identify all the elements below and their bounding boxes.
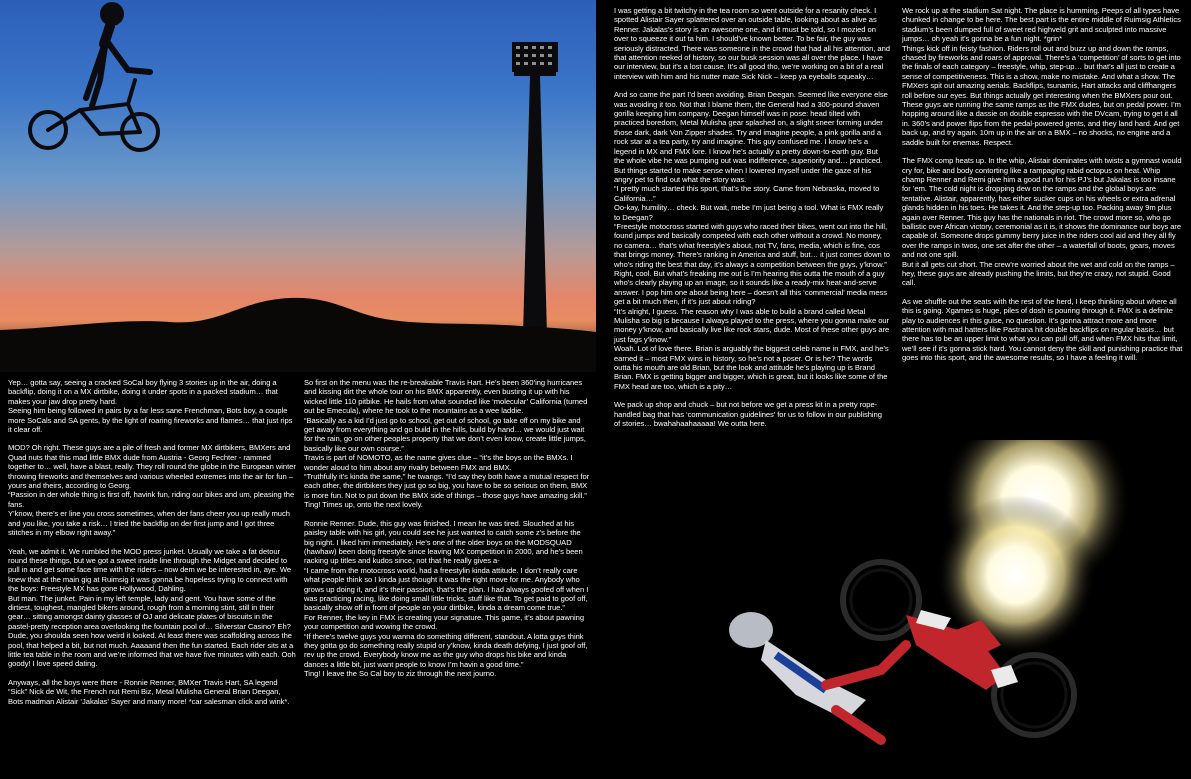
paragraph: “Truthfully it’s kinda the same,” he twangs. “I’d say they both have a mutual respect for each other, the dirtbikers they just go so big, you have to be so serious on them, BMX is more fun. Not to put down the BMX side of things – those guys have amazing skill.” bbox=[304, 472, 590, 500]
paragraph: Ronnie Renner. Dude, this guy was finished. I mean he was tired. Slouched at his paisley table with his girl, you could see he just wanted to catch some z’s before the big night. I liked him immediately. He’s one of the older boys on the MODSQUAD (hawhaw) been doing freestyle since leaving MX competition in 2000, and he’s been racking up titles and kudos since, not that he really gives a- bbox=[304, 518, 583, 566]
fmx-backflip-photo bbox=[706, 440, 1191, 779]
paragraph: Dude, you shoulda seen how weird it looked. At least there was scaffolding across the pool, that helped a bit, but not much. Aaaaand then the fun started. Each rider sits at a little tea table in the room and we’re informed that we have five minutes with each. Ooh goody! I love speed dating. bbox=[8, 631, 296, 669]
paragraph: “It’s alright, I guess. The reason why I was able to build a brand called Metal Mulisha so big is because I always played to the press, where you gonna make our money y’know, and basically live like rock stars, dude. Most of these other guys are just fags y’know.” bbox=[614, 306, 890, 344]
article-column-2 bbox=[304, 378, 590, 688]
bmx-rider-silhouette bbox=[30, 2, 158, 150]
paragraph: So first on the menu was the re-breakable Travis Hart. He’s been 360’ing hurricanes and kissing dirt the whole tour on his BMX apparently, even busting it up with his wicked little 110 pitbike. He hails from what sounded like ‘molecular’ California (turned out be Emecula), where he took to the mountains as a wee laddie. bbox=[304, 378, 588, 416]
paragraph: As we shuffle out the seats with the rest of the herd, I keep thinking about where all this is going. Xgames is huge, piles of dosh is pouring through it. FMX is a definite play to audiences in this guise, no question. It’s gonna attract more and more attention with mad hatters like Pastrana hit double backflips on regular basis… but there has to be an upper limit to what you can pull off, and when FMX hits that limit, we’ll see if it’s gonna stick hard. You cannot deny the skill and punishing practice that goes into this sport, and the awesome results, so I have a feeling it will. bbox=[902, 296, 1183, 363]
paragraph: “Passion in der whole thing is first off, havink fun, riding our bikes and um, pleasing the fans. bbox=[8, 490, 295, 509]
bmx-rider-sunset-photo bbox=[0, 0, 596, 372]
photo-artwork bbox=[706, 440, 1191, 779]
paragraph: And so came the part I’d been avoiding. Brian Deegan. Seemed like everyone else was avoiding it too. Not that I blame them, the General had a 300-pound shaven gorilla keeping him company. Deegan himself was in pose: head tilted with practiced boredom, Metal Mulisha gear splashed on, a slight sneer forming under those dark, dark Von Zipper shades. Try and imagine people, a pink gorilla and a rock star at a tea party, try and imagine. This guy confused me. I know he’s a legend in MX and FMX lore. I know he’s actually a pretty down-to-earth guy. But the whole vibe he was pumping out was indifference, superiority and… practiced. But things started to make sense when I lowered myself under the gaze of his angry pet to find out what the story was. bbox=[614, 90, 888, 184]
paragraph: MOD? Oh right. These guys are a pile of fresh and former MX dirtbikers, BMXers and Quad nuts that this mad little BMX dude from Austria - Georg Fechter - rammed together to… well, have a blast, really. They roll round the globe in the European winter throwing fireworks and themselves and various wheeled extremes into the air for fun – yours and theirs, according to Georg. bbox=[8, 443, 296, 491]
paragraph: Ting! Times up, onto the next lovely. bbox=[304, 500, 423, 510]
paragraph: We rock up at the stadium Sat night. The place is humming. Peeps of all types have chunked in change to be here. The best part is the entire middle of Ruimsig Athletics stadium’s been dumped full of sweet red highveld grit and sculpted into massive jumps… oh yeah it’s gonna be a fun night. *grin* bbox=[902, 6, 1181, 44]
paragraph: Seeing him being followed in pairs by a far less sane Frenchman, Bots boy, a couple more SoCals and SA gents, by the light of roaring fireworks and flames… that just rips it clear off. bbox=[8, 406, 293, 435]
paragraph: Things kick off in feisty fashion. Riders roll out and buzz up and down the ramps, chased by fireworks and roars of approval. There’s a ‘competition’ of sorts to get into the finals of each category – freestyle, whip, step-up… but that’s all just to create a sense of competitiveness. This is a show, make no mistake. And what a show. The FMXers spit out amazing aerials. Backflips, tsunamis, Hart attacks and cliffhangers roll before our eyes. But things actually get interesting when the BMXers pour out. These guys are running the same ramps as the FMX dudes, but on pedal power. I’m hopping around like a dassie on double espresso with the DVcam, trying to get it all in. 360’s and power flips from the pedal-powered gents, and they land hard. And get back up, and try again. 10m up in the air on a BMX – no shocks, no engine and a saddle built for enemas. Respect. bbox=[902, 43, 1181, 147]
hill-silhouette bbox=[0, 298, 596, 372]
paragraph: Yep… gotta say, seeing a cracked SoCal boy flying 3 stories up in the air, doing a backflip, doing it on a MX dirtbike, doing it under spots in a packed stadium… that makes your jaw drop pretty hard. bbox=[8, 378, 278, 406]
paragraph: “Freestyle motocross started with guys who raced their bikes, went out into the hill, found jumps and basically competed with each other without a crowd. No money, no camera… that’s what freestyle’s about, not TV, fans, media, which is fine, cos that brings money. There’s ranking in America and stuff, but… it just comes down to who’s riding the best that day, it’s always a competition between the guys, y’know.” bbox=[614, 221, 890, 269]
paragraph: Ting! I leave the So Cal boy to ziz through the next journo. bbox=[304, 669, 497, 679]
paragraph: Right, cool. But what’s freaking me out is I’m hearing this outta the mouth of a guy who’s clearly playing up an image, so it sounds like a ready-mix heat-and-serve answer. I pop him one about being here – doesn’t all this ‘commercial’ media mess get a bit much then, if it’s just about riding? bbox=[614, 268, 887, 307]
paragraph: “I pretty much started this sport, that’s the story. Came from Nebraska, moved to California…” bbox=[614, 184, 880, 203]
paragraph: For Renner, the key in FMX is creating your signature. This game, it’s about pawning your competition and wowing the crowd. bbox=[304, 612, 585, 632]
paragraph: I was getting a bit twitchy in the tea room so went outside for a resanity check. I spotted Alistair Sayer splattered over an outside table, looking about as alive as Renner. Jakalas’s story is an awesome one, and it must be told, so I mozied on over to squeeze it out ta him. I should’ve known better. To be fair, the guy was seriously distracted. There was someone in the crowd that had all his attention, and that attention reeked of history, so our busk session was all over the place. I have our interview, but it’s a lost cause. It’s all good tho, we’re working on a bit of a real interview with him and his nutter mate Sick Nick – keep ya eyeballs squeaky… bbox=[614, 6, 890, 81]
paragraph: “If there’s twelve guys you wanna do something different, standout. A lotta guys think they gotta go do something really stupid or y’know, kinda death defying, I just goof off, rev up the crowd. Everybody know me as the guy who drops his bike and kinda dances a little bit, just want people to know I’m havin a good time.” bbox=[304, 631, 588, 669]
paragraph: But man. The junket. Pain in my left temple, lady and gent. You have some of the dirtiest, toughest, mangled bikers around, rough from a morning stint, still in their gear… sitting amongst dainty glasses of OJ and delicate plates of biscuits in the pastel-pretty reception area overlooking the fountain pool of… Silverstar Casino? Eh? bbox=[8, 593, 291, 631]
paragraph: Anyways, all the boys were there - Ronnie Renner, BMXer Travis Hart, SA legend “Sick” Nick de Wit, the French nut Remi Biz, Metal Mulisha General Brian Deegan, Bots madman Alistair ‘Jakalas’ Sayer and many more! *car salesman click and wink*. bbox=[8, 677, 290, 706]
right-page bbox=[596, 0, 1191, 779]
paragraph: “Basically as a kid I’d just go to school, get out of school, go take off on my bike and get away from everything and go build in the hills, build by hand… we would just wait for the rain, go on other peoples property that we don’t even know, create little jumps, basically like our own course.” bbox=[304, 415, 586, 453]
paragraph: Oo-kay, humility… check. But wait, mebe I’m just being a tool. What is FMX really to Deegan? bbox=[614, 203, 884, 222]
paragraph: But it all gets cut short. The crew’re worried about the wet and cold on the ramps – hey, these guys are already pushing the limits, but they’re crazy, not stupid. Good call. bbox=[902, 259, 1175, 288]
article-column-3 bbox=[614, 6, 890, 437]
photo-artwork bbox=[0, 0, 596, 372]
paragraph: Travis is part of NOMOTO, as the name gives clue – “it’s the boys on the BMXs. I wonder aloud to him about any rivalry between FMX and BMX. bbox=[304, 453, 573, 472]
paragraph: Woah. Lot of love there. Brian is arguably the biggest celeb name in FMX, and he’s earned it – most FMX wins in history, so he’s not a poser. Or is he? The words outta his mouth are old Brian, but the look and attitude he’s playing up is Brand Brian. FMX is getting bigger and bigger, which is great, but it looks like some of the FMX head are too, which is a pity… bbox=[614, 344, 889, 391]
paragraph: Y’know, there’s er line you cross sometimes, when der fans cheer you up really much and you like, you take a risk… I tried the backflip on der first jump and I got three stitches in my elbow right away.” bbox=[8, 509, 290, 538]
paragraph: Yeah, we admit it. We rumbled the MOD press junket. Usually we take a fat detour round these things, but we got a sweet inside line through the Midget and decided to pull in and get some face time with the riders – now dem we be interested in, aye. We knew that at the main gig at Ruimsig it was gonna be hopeless trying to connect with the boys: Freestyle MX has gone Hollywood, Dahling. bbox=[8, 546, 292, 594]
article-column-1 bbox=[8, 378, 296, 715]
article-column-4 bbox=[902, 6, 1184, 372]
floodlight-tower bbox=[512, 42, 558, 372]
paragraph: The FMX comp heats up. In the whip, Alistair dominates with twists a gymnast would cry for, bike and body contorting like a rampaging rabid octopus on heat. Whip champ Renner and Remi give him a good run for his PJ’s but Jakalas is too insane for ’em. The cold night is dropping dew on the ramps and the global boys are tentative. Alistair, apparently, has either sucker cups on his wheels or extra adrenal glands hidden in his toes. He takes it. And the step-up too. Packing away 9m plus again over Renner. This guy has the nationals in riot. The crowd more so, who go ballistic over African victory, ceremonial as it is, it shows the dominance our boys are capable of. Someone drops gummy berry juice in the riders cool aid and they all fly over the ramps in twos, one set after the other – a waterfall of boots, gears, moves and not one spill. bbox=[902, 156, 1182, 260]
paragraph: “I came from the motocross world, had a freestylin kinda attitude. I don’t really care what people think so I kinda just thought it was the right move for me. Anybody who grows up doing it, and it’s their passion, that’s the plan. I had always goofed off when I was practicing racing, like doing small little tricks, stuff like that. To get paid to goof off, basically show off in front of people on your dirtbike, kinda a dream come true.” bbox=[304, 565, 589, 613]
paragraph: We pack up shop and chuck – but not before we get a press kit in a pretty rope-handled bag that has ‘communication guidelines’ for us to follow in our publishing of stories… bwahahaahaaaaa! We outta here. bbox=[614, 400, 882, 429]
